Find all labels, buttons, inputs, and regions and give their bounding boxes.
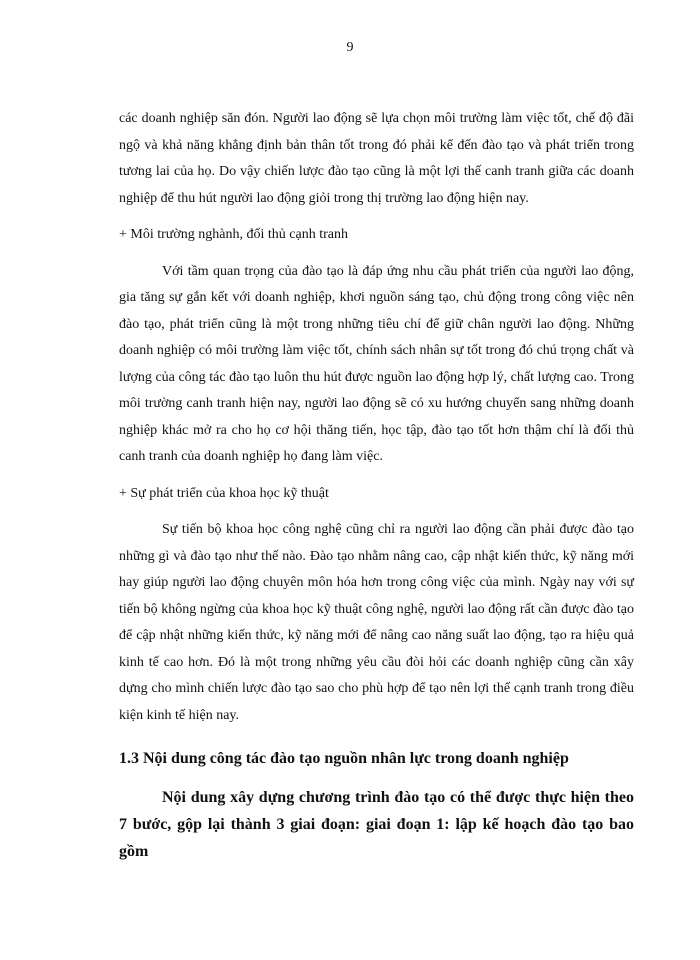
bullet-industry-competitors: + Môi trường nghành, đối thủ cạnh tranh: [119, 227, 348, 242]
page-number: 9: [346, 40, 354, 55]
paragraph-technology-progress: Sự tiến bộ khoa học công nghệ cũng chỉ ra người lao động cần phải được đào tạo những gì và đào tạo như thế nào. Đào tạo nhằm nâng cao, cập nhật kiến thức, kỹ năng mới hay giúp người lao động chuyên môn hóa hơn trong công việc của mình. Ngày nay với sự tiến bộ không ngừng của khoa học kỹ thuật công nghệ, người lao động rất cần được đào tạo để cập nhật những kiến thức, kỹ năng mới để nâng cao năng suất lao động, tạo ra hiệu quả kinh tế cao hơn. Đó là một trong những yêu cầu đòi hỏi các doanh nghiệp cũng cần xây dựng cho mình chiến lược đào tạo sao cho phù hợp để tạo nên lợi thế cạnh tranh trong điều kiện kinh tế hiện nay.: [119, 522, 634, 723]
paragraph-continuation: các doanh nghiệp săn đón. Người lao động sẽ lựa chọn môi trường làm việc tốt, chế độ đãi ngộ và khả năng khẳng định bản thân tốt trong đó phải kể đến đào tạo và phát triển trong tương lai của họ. Do vậy chiến lược đào tạo cũng là một lợi thế canh tranh giữa các doanh nghiệp để thu hút người lao động giỏi trong thị trường lao động hiện nay.: [119, 111, 634, 206]
paragraph-competitive-environment: Với tầm quan trọng của đào tạo là đáp ứng nhu cầu phát triển của người lao động, gia tăng sự gắn kết với doanh nghiệp, khơi nguồn sáng tạo, chủ động trong công việc nên đào tạo, phát triển cũng là một trong những tiêu chí để giữ chân người lao động. Những doanh nghiệp có môi trường làm việc tốt, chính sách nhân sự tốt trong đó chú trọng chất và lượng của công tác đào tạo luôn thu hút được nguồn lao động hợp lý, chất lượng cao. Trong môi trường canh tranh hiện nay, người lao động sẽ có xu hướng chuyển sang những doanh nghiệp khác mở ra cho họ cơ hội thăng tiến, học tập, đào tạo tốt hơn thậm chí là đối thủ canh tranh của doanh nghiệp họ đang làm việc.: [119, 263, 634, 464]
section-heading: 1.3 Nội dung công tác đào tạo nguồn nhân lực trong doanh nghiệp: [119, 750, 569, 767]
bullet-science-technology: + Sự phát triển của khoa học kỹ thuật: [119, 485, 329, 501]
section-intro-paragraph: Nội dung xây dựng chương trình đào tạo có thể được thực hiện theo 7 bước, gộp lại thành 3 giai đoạn: giai đoạn 1: lập kế hoạch đào tạo bao gồm: [119, 789, 634, 861]
document-body: [119, 106, 634, 865]
